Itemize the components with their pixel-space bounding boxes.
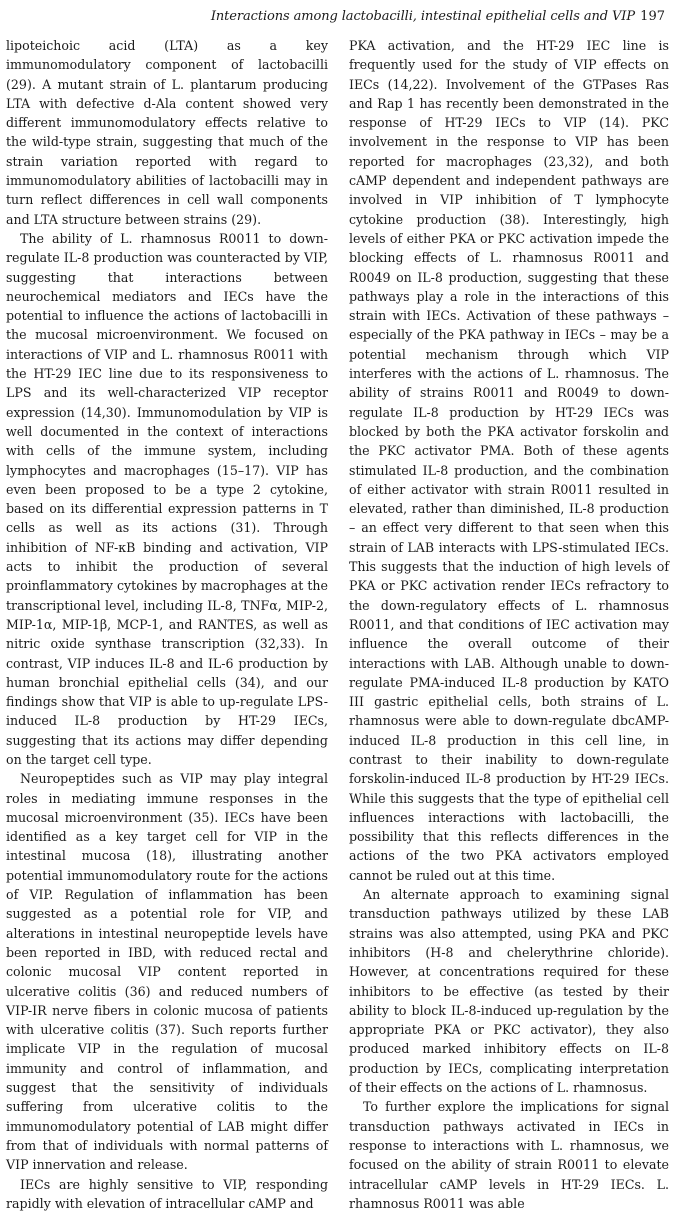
- body-paragraph: IECs are highly sensitive to VIP, responding rapidly with elevation of intracellular cAMP and: [6, 1176, 328, 1211]
- page-header: [8, 4, 669, 26]
- page-number: 197: [640, 9, 665, 24]
- left-column: [6, 36, 328, 1213]
- running-title: Interactions among lactobacilli, intestinal epithelial cells and VIP: [210, 9, 635, 24]
- right-column: [349, 36, 669, 1213]
- body-paragraph: To further explore the implications for signal transduction pathways activated in IECs in response to interactions with L. rhamnosus, we focused on the ability of strain R0011 to elevate intracellular cAMP levels in HT-29 IECs. L. rhamnosus R0011 was able: [349, 1099, 669, 1211]
- body-paragraph: The ability of L. rhamnosus R0011 to down-regulate IL-8 production was counteracted by VIP, suggesting that interactions between neurochemical mediators and IECs have the potential to influence the actions of lactobacilli in the mucosal microenvironment. We focused on interactions of VIP and L. rhamnosus R0011 with the HT-29 IEC line due to its responsiveness to LPS and its well-characterized VIP receptor expression (14,30). Immunomodulation by VIP is well documented in the context of interactions with cells of the immune system, including lymphocytes and macrophages (15–17). VIP has even been proposed to be a type 2 cytokine, based on its differential expression patterns in T cells as well as its actions (31). Through inhibition of NF-κB binding and activation, VIP acts to inhibit the production of several proinflammatory cytokines by macrophages at the transcriptional level, including IL-8, TNFα, MIP-2, MIP-1α, MIP-1β, MCP-1, and RANTES, as well as nitric oxide synthase transcription (32,33). In contrast, VIP induces IL-8 and IL-6 production by human bronchial epithelial cells (34), and our findings show that VIP is able to up-regulate LPS-induced IL-8 production by HT-29 IECs, suggesting that its actions may differ depending on the target cell type.: [6, 230, 328, 767]
- body-paragraph: Neuropeptides such as VIP may play integral roles in mediating immune responses in the mucosal microenvironment (35). IECs have been identified as a key target cell for VIP in the intestinal mucosa (18), illustrating another potential immunomodulatory route for the actions of VIP. Regulation of inflammation has been suggested as a potential role for VIP, and alterations in intestinal neuropeptide levels have been reported in IBD, with reduced rectal and colonic mucosal VIP content reported in ulcerative colitis (36) and reduced numbers of VIP-IR nerve fibers in colonic mucosa of patients with ulcerative colitis (37). Such reports further implicate VIP in the regulation of mucosal immunity and control of inflammation, and suggest that the sensitivity of individuals suffering from ulcerative colitis to the immunomodulatory potential of LAB might differ from that of individuals with normal patterns of VIP innervation and release.: [6, 771, 328, 1173]
- body-paragraph: An alternate approach to examining signal transduction pathways utilized by these LAB strains was also attempted, using PKA and PKC inhibitors (H-8 and chelerythrine chloride). However, at concentrations required for these inhibitors to be effective (as tested by their ability to block IL-8-induced up-regulation by the appropriate PKA or PKC activator), they also produced marked inhibitory effects on IL-8 production by IECs, complicating interpretation of their effects on the actions of L. rhamnosus.: [349, 887, 669, 1096]
- body-paragraph: lipoteichoic acid (LTA) as a key immunomodulatory component of lactobacilli (29). A mutant strain of L. plantarum producing LTA with defective d-Ala content showed very different immunomodulatory effects relative to the wild-type strain, suggesting that much of the strain variation reported with regard to immunomodulatory abilities of lactobacilli may in turn reflect differences in cell wall components and LTA structure between strains (29).: [6, 38, 328, 227]
- body-paragraph: PKA activation, and the HT-29 IEC line is frequently used for the study of VIP effects on IECs (14,22). Involvement of the GTPases Ras and Rap 1 has recently been demonstrated in the response of HT-29 IECs to VIP (14). PKC involvement in the response to VIP has been reported for macrophages (23,32), and both cAMP dependent and independent pathways are involved in VIP inhibition of T lymphocyte cytokine production (38). Interestingly, high levels of either PKA or PKC activation impede the blocking effects of L. rhamnosus R0011 and R0049 on IL-8 production, suggesting that these pathways play a role in the interactions of this strain with IECs. Activation of these pathways – especially of the PKA pathway in IECs – may be a potential mechanism through which VIP interferes with the actions of L. rhamnosus. The ability of strains R0011 and R0049 to down-regulate IL-8 production by HT-29 IECs was blocked by both the PKA activator forskolin and the PKC activator PMA. Both of these agents stimulated IL-8 production, and the combination of either activator with strain R0011 resulted in elevated, rather than diminished, IL-8 production – an effect very different to that seen when this strain of LAB interacts with LPS-stimulated IECs. This suggests that the induction of high levels of PKA or PKC activation render IECs refractory to the down-regulatory effects of L. rhamnosus R0011, and that conditions of IEC activation may influence the overall outcome of their interactions with LAB. Although unable to down-regulate PMA-induced IL-8 production by KATO III gastric epithelial cells, both strains of L. rhamnosus were able to down-regulate dbcAMP-induced IL-8 production in this cell line, in contrast to their inability to down-regulate forskolin-induced IL-8 production by HT-29 IECs. While this suggests that the type of epithelial cell influences interactions with lactobacilli, the possibility that this reflects differences in the actions of the two PKA activators employed cannot be ruled out at this time.: [349, 38, 669, 883]
